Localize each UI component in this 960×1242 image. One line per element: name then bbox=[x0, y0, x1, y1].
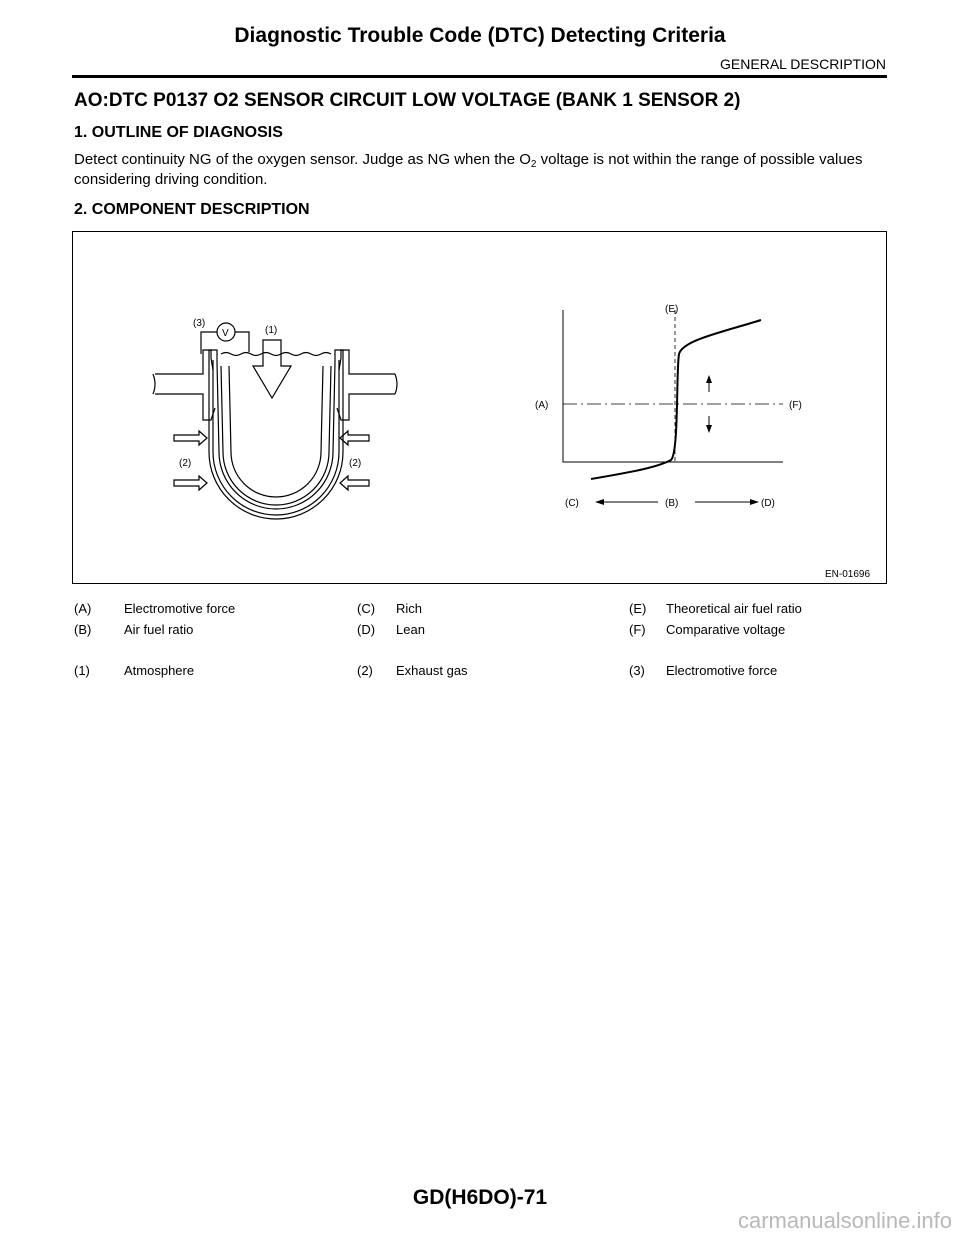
legend-key: (E) bbox=[629, 601, 647, 616]
legend-key: (F) bbox=[629, 622, 646, 637]
outline-text-after: voltage is not within the range of possible values considering driving condition. bbox=[74, 151, 863, 188]
legend-value: Atmosphere bbox=[124, 663, 195, 678]
exhaust-label-right: (2) bbox=[349, 458, 362, 469]
outline-subscript: 2 bbox=[530, 159, 537, 170]
graph-label-d: (D) bbox=[761, 498, 775, 509]
legend-value: Electromotive force bbox=[124, 601, 236, 616]
sensor-output-curve bbox=[591, 320, 761, 479]
legend-value: Comparative voltage bbox=[666, 622, 786, 637]
outline-paragraph bbox=[74, 150, 889, 190]
graph-label-e: (E) bbox=[665, 304, 679, 315]
graph-axes bbox=[563, 310, 783, 462]
voltmeter-label: V bbox=[222, 328, 229, 339]
graph-label-f: (F) bbox=[789, 400, 802, 411]
outline-heading: 1. OUTLINE OF DIAGNOSIS bbox=[74, 124, 283, 141]
legend-value: Theoretical air fuel ratio bbox=[666, 601, 802, 616]
legend-value: Lean bbox=[396, 622, 425, 637]
sensor-diagram bbox=[153, 323, 397, 519]
exhaust-label-left: (2) bbox=[179, 458, 192, 469]
outline-text-before: Detect continuity NG of the oxygen sensor. Judge as NG when the O bbox=[74, 151, 531, 168]
voltage-graph bbox=[563, 310, 783, 505]
graph-label-c: (C) bbox=[565, 498, 579, 509]
header-rule bbox=[72, 75, 887, 78]
legend-key: (3) bbox=[629, 663, 645, 678]
legend-key: (D) bbox=[357, 622, 376, 637]
graph-label-a: (A) bbox=[535, 400, 549, 411]
atmosphere-label: (1) bbox=[265, 325, 278, 336]
section-label: GENERAL DESCRIPTION bbox=[720, 56, 886, 72]
page-title: Diagnostic Trouble Code (DTC) Detecting Criteria bbox=[234, 24, 726, 47]
legend-key: (1) bbox=[74, 663, 90, 678]
component-heading: 2. COMPONENT DESCRIPTION bbox=[74, 201, 310, 218]
electromotive-label: (3) bbox=[193, 318, 206, 329]
page-number: GD(H6DO)-71 bbox=[412, 1186, 548, 1209]
legend-value: Air fuel ratio bbox=[124, 622, 194, 637]
legend-value: Electromotive force bbox=[666, 663, 778, 678]
legend-value: Rich bbox=[396, 601, 423, 616]
legend-key: (A) bbox=[74, 601, 92, 616]
legend-value: Exhaust gas bbox=[396, 663, 468, 678]
legend-key: (B) bbox=[74, 622, 92, 637]
dtc-heading: AO:DTC P0137 O2 SENSOR CIRCUIT LOW VOLTAGE (BANK 1 SENSOR 2) bbox=[74, 90, 741, 111]
legend-key: (C) bbox=[357, 601, 376, 616]
figure-drawing bbox=[73, 232, 886, 583]
legend-key: (2) bbox=[357, 663, 373, 678]
graph-label-b: (B) bbox=[665, 498, 679, 509]
watermark: carmanualsonline.info bbox=[737, 1208, 952, 1233]
figure-id: EN-01696 bbox=[825, 569, 871, 580]
component-figure bbox=[72, 231, 887, 584]
